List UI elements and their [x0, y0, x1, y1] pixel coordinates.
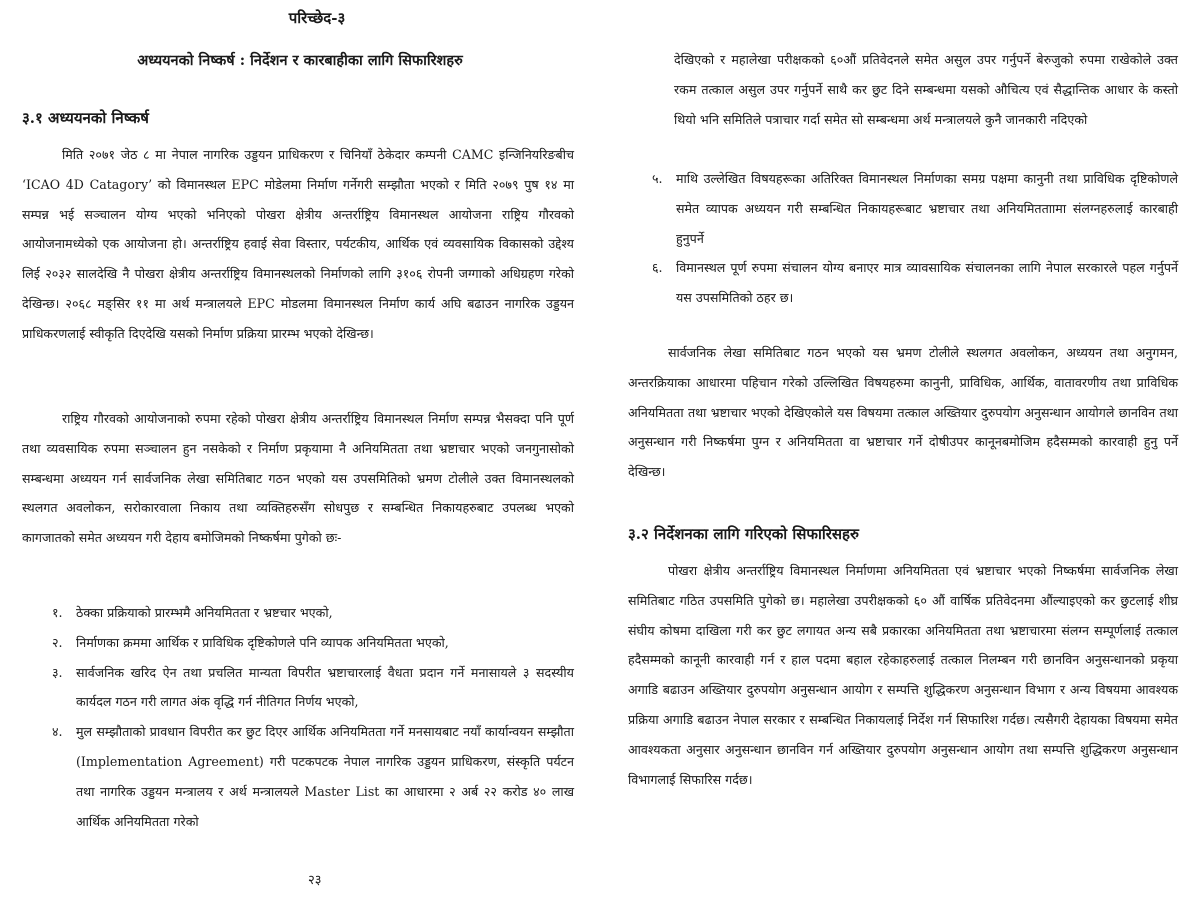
list-item — [52, 717, 574, 836]
list-item — [652, 164, 1178, 253]
chapter-title: अध्ययनको निष्कर्ष : निर्देशन र कारबाहीका लागि सिफारिशहरु — [137, 52, 463, 69]
list-item-number: ३. — [52, 664, 63, 680]
list-item — [52, 628, 574, 658]
section-3-2-paragraph: पोखरा क्षेत्रीय अन्तर्राष्ट्रिय विमानस्थल निर्माणमा अनियमितता एवं भ्रष्टाचार भएको निष्कर्षमा सार्वजनिक लेखा समितिबाट गठित उपसमिति पुगेको छ। महालेखा उपरीक्षकको ६० औं वार्षिक प्रतिवेदनमा औंल्याइएको कर छुटलाई शीघ्र संघीय कोषमा दाखिला गरी कर छुट लगायत अन्य सबै प्रकारका अनियमितता तथा भ्रष्टाचारमा संलग्न सम्पूर्णलाई तत्काल हदैसम्मको कानूनी कारवाही गर्न र हाल पदमा बहाल रहेकाहरुलाई तत्काल निलम्बन गरी छानविन अनुसन्धानको प्रकृया अगाडि बढाउन अख्तियार दुरुपयोग अनुसन्धान आयोग र सम्पत्ति शुद्धिकरण अनुसन्धान विभाग र अन्य विषयमा आवश्यक प्रक्रिया अगाडि बढाउन नेपाल सरकार र सम्बन्धित निकायलाई निर्देश गर्न सिफारिश गर्दछ। त्यसैगरी देहायका विषयमा समेत आवश्यकता अनुसार अनुसन्धान छानविन गर्न अख्तियार दुरुपयोग अनुसन्धान आयोग तथा सम्पत्ति शुद्धिकरण अनुसन्धान विभागलाई सिफारिस गर्दछ। — [628, 563, 1178, 787]
list-item-number: ६. — [652, 260, 663, 276]
list-item-text: मुल सम्झौताको प्रावधान विपरीत कर छुट दिएर आर्थिक अनियमितता गर्ने मनसायबाट नयाँ कार्यान्वयन सम्झौता (Implementation Agreement) गरी पटकपटक नेपाल नागरिक उड्डयन प्राधिकरण, संस्कृति पर्यटन तथा नागरिक उड्डयन मन्त्रालय र अर्थ मन्त्रालयले Master List का आधारमा २ अर्ब २२ करोड ४० लाख आर्थिक अनियमितता गरेको — [76, 724, 574, 829]
conclusion-paragraph: सार्वजनिक लेखा समितिबाट गठन भएको यस भ्रमण टोलीले स्थलगत अवलोकन, अध्ययन तथा अनुगमन, अन्तरक्रियाका आधारमा पहिचान गरेको उल्लिखित विषयहरुमा कानुनी, प्राविधिक, आर्थिक, वातावरणीय तथा प्राविधिक अनियमितता तथा भ्रष्टाचार भएको देखिएकोले यस विषयमा तत्काल अख्तियार दुरुपयोग अनुसन्धान आयोगले छानविन तथा अनुसन्धान गरी निष्कर्षमा पुग्न र अनियमितता वा भ्रष्टाचार गर्ने दोषीउपर कानूनबमोजिम हदैसम्मको कारवाही हुनु पर्ने देखिन्छ। — [628, 345, 1178, 480]
right-page — [622, 0, 1180, 900]
list-item-text: सार्वजनिक खरिद ऐन तथा प्रचलित मान्यता विपरीत भ्रष्टाचारलाई वैधता प्रदान गर्ने मनासायले ३ सदस्यीय कार्यदल गठन गरी लागत अंक वृद्धि गर्न नीतिगत निर्णय भएको, — [76, 664, 574, 710]
section-3-1-paragraph-2: राष्ट्रिय गौरवको आयोजनाको रुपमा रहेको पोखरा क्षेत्रीय अन्तर्राष्ट्रिय विमानस्थल निर्माण सम्पन्न भैसक्दा पनि पूर्ण तथा व्यवसायिक रुपमा सञ्चालन हुन नसकेको र निर्माण प्रकृयामा नै अनियमितता तथा भ्रष्टाचार भएको जनगुनासोको सम्बन्धमा अध्ययन गर्न सार्वजनिक लेखा समितिबाट गठन भएको यस उपसमितिको भ्रमण टोलीले उक्त विमानस्थलको स्थलगत अवलोकन, सरोकारवाला निकाय तथा व्यक्तिहरुसँग सोधपुछ र सम्बन्धित निकायहरुबाट उपलब्ध भएको कागजातको समेत अध्ययन गरी देहाय बमोजिमको निष्कर्षमा पुगेको छः- — [22, 411, 574, 546]
list-item — [52, 658, 574, 718]
page-number: २३ — [308, 873, 322, 888]
continuation-paragraph: देखिएको र महालेखा परीक्षकको ६०औं प्रतिवेदनले समेत असुल उपर गर्नुपर्ने बेरुजुको रुपमा राखेकोले उक्त रकम तत्काल असुल उपर गर्नुपर्ने साथै कर छुट दिने सम्बन्धमा यसको औचित्य एवं सैद्धान्तिक आधार के कस्तो थियो भनि समितिले पत्राचार गर्दा समेत सो सम्बन्धमा अर्थ मन्त्रालयले कुनै जानकारी नदिएको — [674, 52, 1178, 127]
list-item-text: विमानस्थल पूर्ण रुपमा संचालन योग्य बनाएर मात्र व्यावसायिक संचालनका लागि नेपाल सरकारले पहल गर्नुपर्ने यस उपसमितिको ठहर छ। — [676, 260, 1178, 306]
section-3-1-heading: ३.१ अध्ययनको निष्कर्ष — [22, 109, 149, 127]
list-item-text: ठेक्का प्रक्रियाको प्रारम्भमै अनियमितता र भ्रष्टचार भएको, — [76, 605, 333, 620]
list-item-text: निर्माणका क्रममा आर्थिक र प्राविधिक दृष्टिकोणले पनि व्यापक अनियमितता भएको, — [76, 634, 449, 650]
section-3-2-heading: ३.२ निर्देशनका लागि गरिएको सिफारिसहरु — [628, 525, 859, 543]
list-item-number: १. — [52, 605, 63, 620]
findings-list-right — [652, 164, 1178, 313]
left-page — [22, 0, 578, 900]
list-item — [652, 253, 1178, 313]
list-item-text: माथि उल्लेखित विषयहरूका अतिरिक्त विमानस्थल निर्माणका समग्र पक्षमा कानुनी तथा प्राविधिक दृष्टिकोणले समेत व्यापक अध्ययन गरी सम्बन्धित निकायहरूबाट भ्रष्टाचार तथा अनियमितताामा संलग्नहरुलाई कारबाही हुनुपर्ने — [676, 171, 1178, 246]
findings-list-left — [52, 598, 574, 836]
list-item — [52, 598, 574, 628]
section-3-1-paragraph-1: मिति २०७१ जेठ ८ मा नेपाल नागरिक उड्डयन प्राधिकरण र चिनियाँ ठेकेदार कम्पनी CAMC इन्जिनियरिङबीच ‘ICAO 4D Catagory’ को विमानस्थल EPC मोडेलमा निर्माण गर्नेगरी सम्झौता भएको र मिति २०७९ पुष १४ मा सम्पन्न भई सञ्चालन योग्य भएको भनिएको पोखरा क्षेत्रीय अन्तर्राष्ट्रिय विमानस्थल आयोजना राष्ट्रिय गौरवको आयोजनामध्येको एक आयोजना हो। अन्तर्राष्ट्रिय हवाई सेवा विस्तार, पर्यटकीय, आर्थिक एवं व्यवसायिक विकासको उद्देश्य लिई २०३२ सालदेखि नै पोखरा क्षेत्रीय अन्तर्राष्ट्रिय विमानस्थलको निर्माणको लागि ३१०६ रोपनी जग्गाको अधिग्रहण गरेको देखिन्छ। २०६८ मङ्सिर ११ मा अर्थ मन्त्रालयले EPC मोडलमा विमानस्थल निर्माण कार्य अघि बढाउन नागरिक उड्डयन प्राधिकरणलाई स्वीकृति दिएदेखि यसको निर्माण प्रक्रिया प्रारम्भ भएको देखिन्छ। — [22, 147, 574, 341]
list-item-number: ५. — [652, 171, 663, 186]
list-item-number: ४. — [52, 724, 63, 740]
chapter-label: परिच्छेद-३ — [288, 9, 346, 27]
list-item-number: २. — [52, 634, 63, 650]
